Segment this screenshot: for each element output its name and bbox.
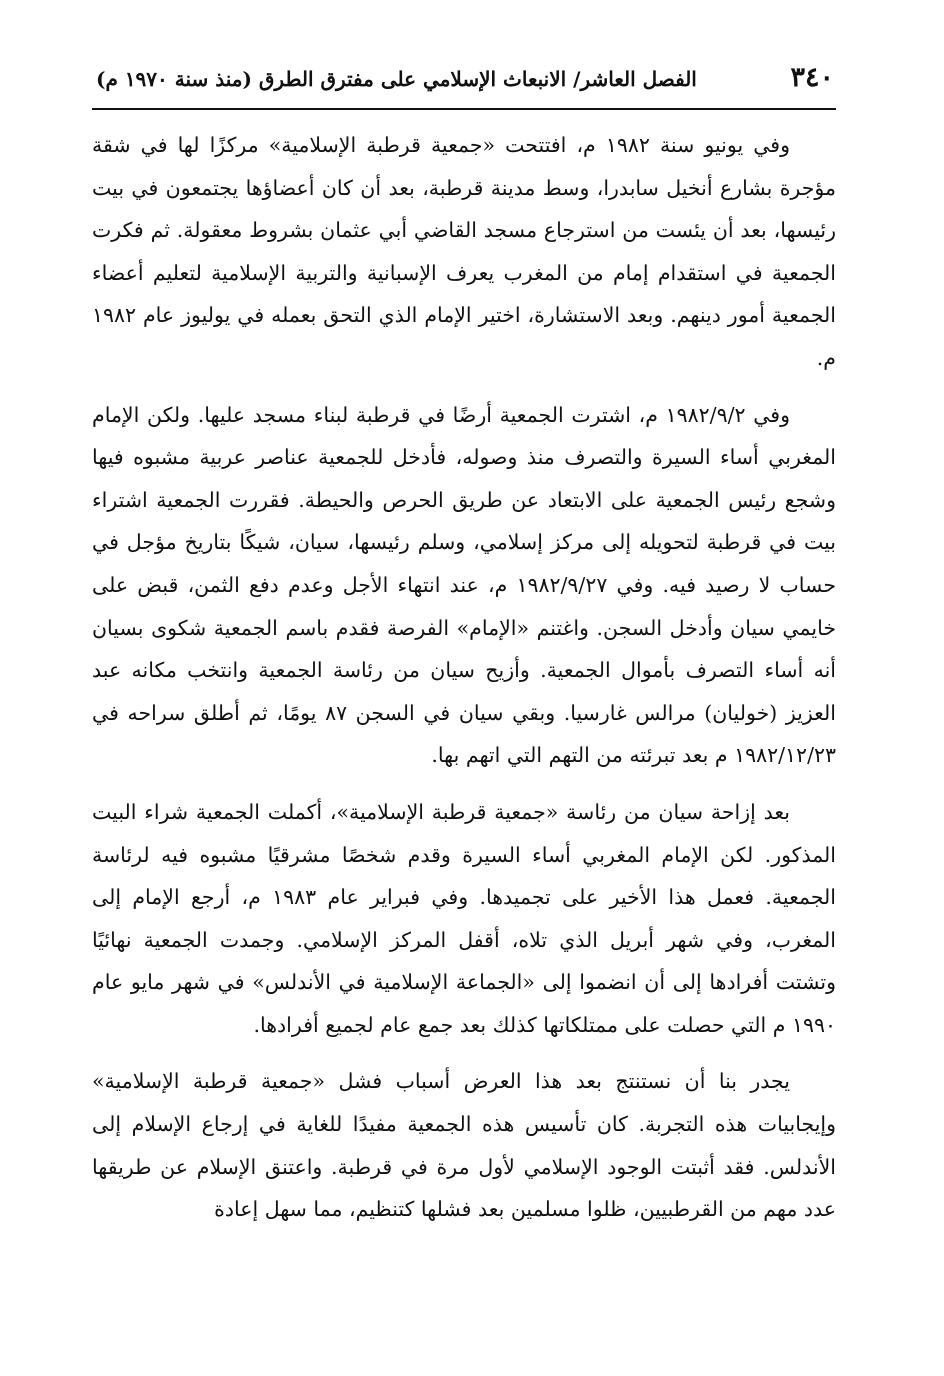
page-number: ٣٤٠: [790, 62, 834, 93]
paragraph: بعد إزاحة سيان من رئاسة «جمعية قرطبة الإسلامية»، أكملت الجمعية شراء البيت المذكور. لكن الإمام المغربي أساء السيرة وقدم شخصًا مشرقيًا مشبوه فيه لرئاسة الجمعية. فعمل هذا الأخير على تجميدها. وفي فبراير عام ١٩٨٣ م، أرجع الإمام إلى المغرب، وفي شهر أبريل الذي تلاه، أقفل المركز الإسلامي. وجمدت الجمعية نهائيًا وتشتت أفرادها إلى أن انضموا إلى «الجماعة الإسلامية في الأندلس» في شهر مايو عام ١٩٩٠ م التي حصلت على ممتلكاتها كذلك بعد جمع عام لجميع أفرادها.: [92, 799, 837, 1037]
header-rule: [92, 108, 836, 110]
running-header: [92, 62, 836, 106]
paragraph: وفي ١٩٨٢/٩/٢ م، اشترت الجمعية أرضًا في قرطبة لبناء مسجد عليها. ولكن الإمام المغربي أساء السيرة والتصرف منذ وصوله، فأدخل للجمعية عناصر عربية مشبوه فيها وشجع رئيس الجمعية على الابتعاد عن طريق الحرص والحيطة. فقررت الجمعية اشتراء بيت في قرطبة لتحويله إلى مركز إسلامي، وسلم رئيسها، سيان، شيكًا بتاريخ مؤجل في حساب لا رصيد فيه. وفي ١٩٨٢/٩/٢٧ م، عند انتهاء الأجل وعدم دفع الثمن، قبض على خايمي سيان وأدخل السجن. واغتنم «الإمام» الفرصة فقدم باسم الجمعية شكوى بسيان أنه أساء التصرف بأموال الجمعية. وأزيح سيان من رئاسة الجمعية وانتخب مكانه عبد العزيز (خوليان) مرالس غارسيا. وبقي سيان في السجن ٨٧ يومًا، ثم أطلق سراحه في ١٩٨٢/١٢/٢٣ م بعد تبرئته من التهم التي اتهم بها.: [92, 402, 836, 768]
chapter-title: الفصل العاشر/ الانبعاث الإسلامي على مفترق الطرق (منذ سنة ١٩٧٠ م): [96, 67, 697, 91]
paragraph: يجدر بنا أن نستنتج بعد هذا العرض أسباب فشل «جمعية قرطبة الإسلامية» وإيجابيات هذه التجربة. كان تأسيس هذه الجمعية مفيدًا للغاية في إرجاع الإسلام إلى الأندلس. فقد أثبتت الوجود الإسلامي لأول مرة في قرطبة. واعتنق الإسلام عن طريقها عدد مهم من القرطبيين، ظلوا مسلمين بعد فشلها كتنظيم، مما سهل إعادة: [92, 1069, 836, 1222]
paragraph: وفي يونيو سنة ١٩٨٢ م، افتتحت «جمعية قرطبة الإسلامية» مركزًا لها في شقة مؤجرة بشارع أنخيل سابدرا، وسط مدينة قرطبة، بعد أن كان أعضاؤها يجتمعون في بيت رئيسها، بعد أن يئست من استرجاع مسجد القاضي أبي عثمان بشروط معقولة. ثم فكرت الجمعية في استقدام إمام من المغرب يعرف الإسبانية والتربية الإسلامية لتعليم أعضاء الجمعية أمور دينهم. وبعد الاستشارة، اختير الإمام الذي التحق بعمله في يوليوز عام ١٩٨٢ م.: [92, 133, 836, 370]
body-text: [92, 124, 836, 1231]
